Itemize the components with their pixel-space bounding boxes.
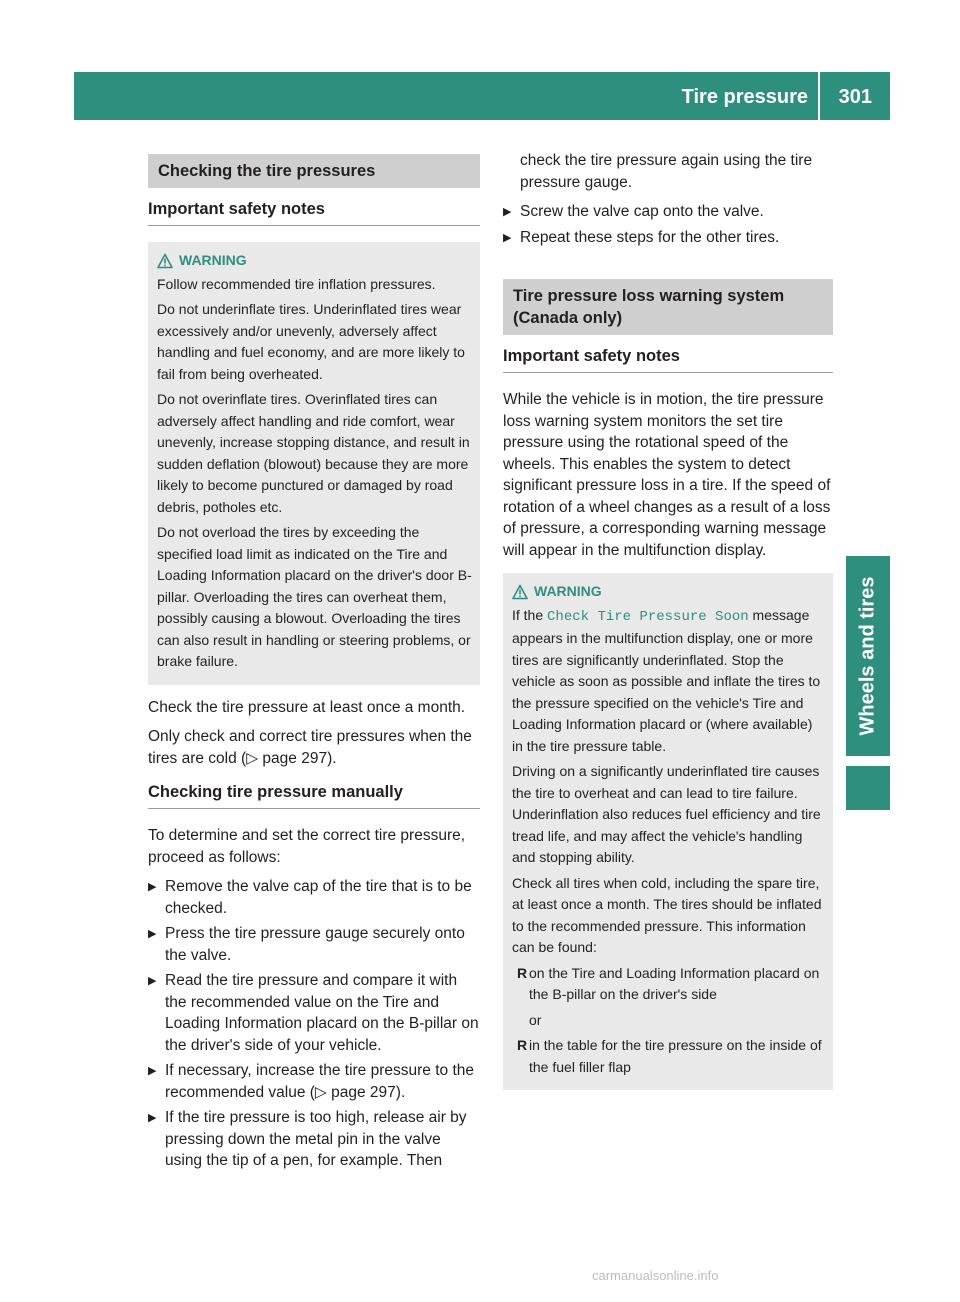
warning-paragraph: Follow recommended tire inflation pressures. [157,275,436,292]
section-title: Tire pressure loss warning system (Canada only) [503,279,833,335]
step-item: ▶ Press the tire pressure gauge securely onto the valve. [148,923,480,966]
warning-paragraph: Driving on a significantly underinflated tire causes the tire to overheat and can lead to tire failure. Underinflation also reduces fuel efficiency and tire tread life, and may affect the vehicle's handling and stopping ability. [512,763,821,865]
warning-paragraph: Do not overinflate tires. Overinflated tires can adversely affect handling and ride comfort, wear unevenly, increase stopping distance, and result in sudden deflation (blowout) because they are more likely to become punctured or damaged by road debris, potholes etc. [157,391,470,515]
step-item: ▶ Remove the valve cap of the tire that is to be checked. [148,876,480,919]
paragraph: To determine and set the correct tire pressure, proceed as follows: [148,827,466,866]
step-item: ▶ Screw the valve cap onto the valve. [503,201,833,223]
step-arrow-icon: ▶ [503,206,512,218]
warning-paragraph: Do not overload the tires by exceeding the specified load limit as indicated on the Tire and Loading Information placard on the driver's door B-pillar. Overloading the tires can overheat them, possibly causing a blowout. Overloading the tires can also result in handling or steering problems, or brake failure. [157,524,472,669]
header-title: Tire pressure [682,72,820,120]
step-item: ▶ Read the tire pressure and compare it with the recommended value on the Tire and Loading Information placard on the B-pillar on the driver's side of your vehicle. [148,970,480,1056]
warning-label: WARNING [179,252,247,268]
paragraph: Only check and correct tire pressures when the tires are cold (▷ page 297). [148,728,472,767]
left-column [148,150,480,1176]
paragraph: Check the tire pressure at least once a month. [148,698,466,716]
subheading: Checking tire pressure manually [148,783,480,809]
warning-title [157,250,472,272]
warning-title [512,581,825,603]
bullet-item: R on the Tire and Loading Information placard on the B-pillar on the driver's side [517,963,825,1006]
warning-triangle-icon [512,584,528,600]
step-arrow-icon: ▶ [148,1065,157,1077]
paragraph: While the vehicle is in motion, the tire pressure loss warning system monitors the set tire pressure using the rotational speed of the wheels. This enables the system to detect significant pressure loss in a tire. If the speed of rotation of a wheel changes as a result of a loss of pressure, a corresponding warning message will appear in the multifunction display. [503,391,831,559]
page-number: 301 [838,86,872,108]
step-item: ▶ If the tire pressure is too high, release air by pressing down the metal pin in the valve using the tip of a pen, for example. Then [148,1107,480,1172]
display-message-code: Check Tire Pressure Soon [547,608,749,625]
warning-triangle-icon [157,253,173,269]
step-arrow-icon: ▶ [503,232,512,244]
warning-paragraph: If the Check Tire Pressure Soon message appears in the multifunction display, one or more tires are significantly underinflated. Stop the vehicle as soon as possible and inflate the tires to the pressure specified on the vehicle's Tire and Loading Information placard or (where available) in the tire pressure table. [512,606,821,754]
step-continuation: check the tire pressure again using the tire pressure gauge. [520,152,813,191]
bullet-mark: R [517,1037,528,1053]
step-arrow-icon: ▶ [148,1112,157,1124]
or-text: or [529,1011,542,1028]
step-item: ▶ Repeat these steps for the other tires. [503,227,833,249]
bullet-item: R in the table for the tire pressure on the inside of the fuel filler flap [517,1035,825,1078]
warning-paragraph: Do not underinflate tires. Underinflated tires wear excessively and/or unevenly, adversely affect handling and fuel economy, and are more likely to fail from being overheated. [157,301,465,382]
section-title: Checking the tire pressures [148,154,480,188]
step-item: ▶ If necessary, increase the tire pressure to the recommended value (▷ page 297). [148,1060,480,1103]
bullet-mark: R [517,964,528,981]
side-tab-label: Wheels and tires [856,576,879,736]
warning-box [148,242,480,685]
warning-label: WARNING [534,583,602,599]
step-arrow-icon: ▶ [148,881,157,893]
header-bar [74,72,890,120]
footer-watermark: carmanualsonline.info [592,1268,719,1283]
warning-box [503,573,833,1090]
right-column [503,150,833,1102]
step-arrow-icon: ▶ [148,975,157,987]
warning-paragraph: Check all tires when cold, including the spare tire, at least once a month. The tires should be inflated to the recommended pressure. This information can be found: [512,874,822,955]
step-arrow-icon: ▶ [148,928,157,940]
subheading: Important safety notes [503,347,833,373]
subheading: Important safety notes [148,200,480,226]
side-tab-square [846,766,890,810]
side-tab [846,556,890,756]
